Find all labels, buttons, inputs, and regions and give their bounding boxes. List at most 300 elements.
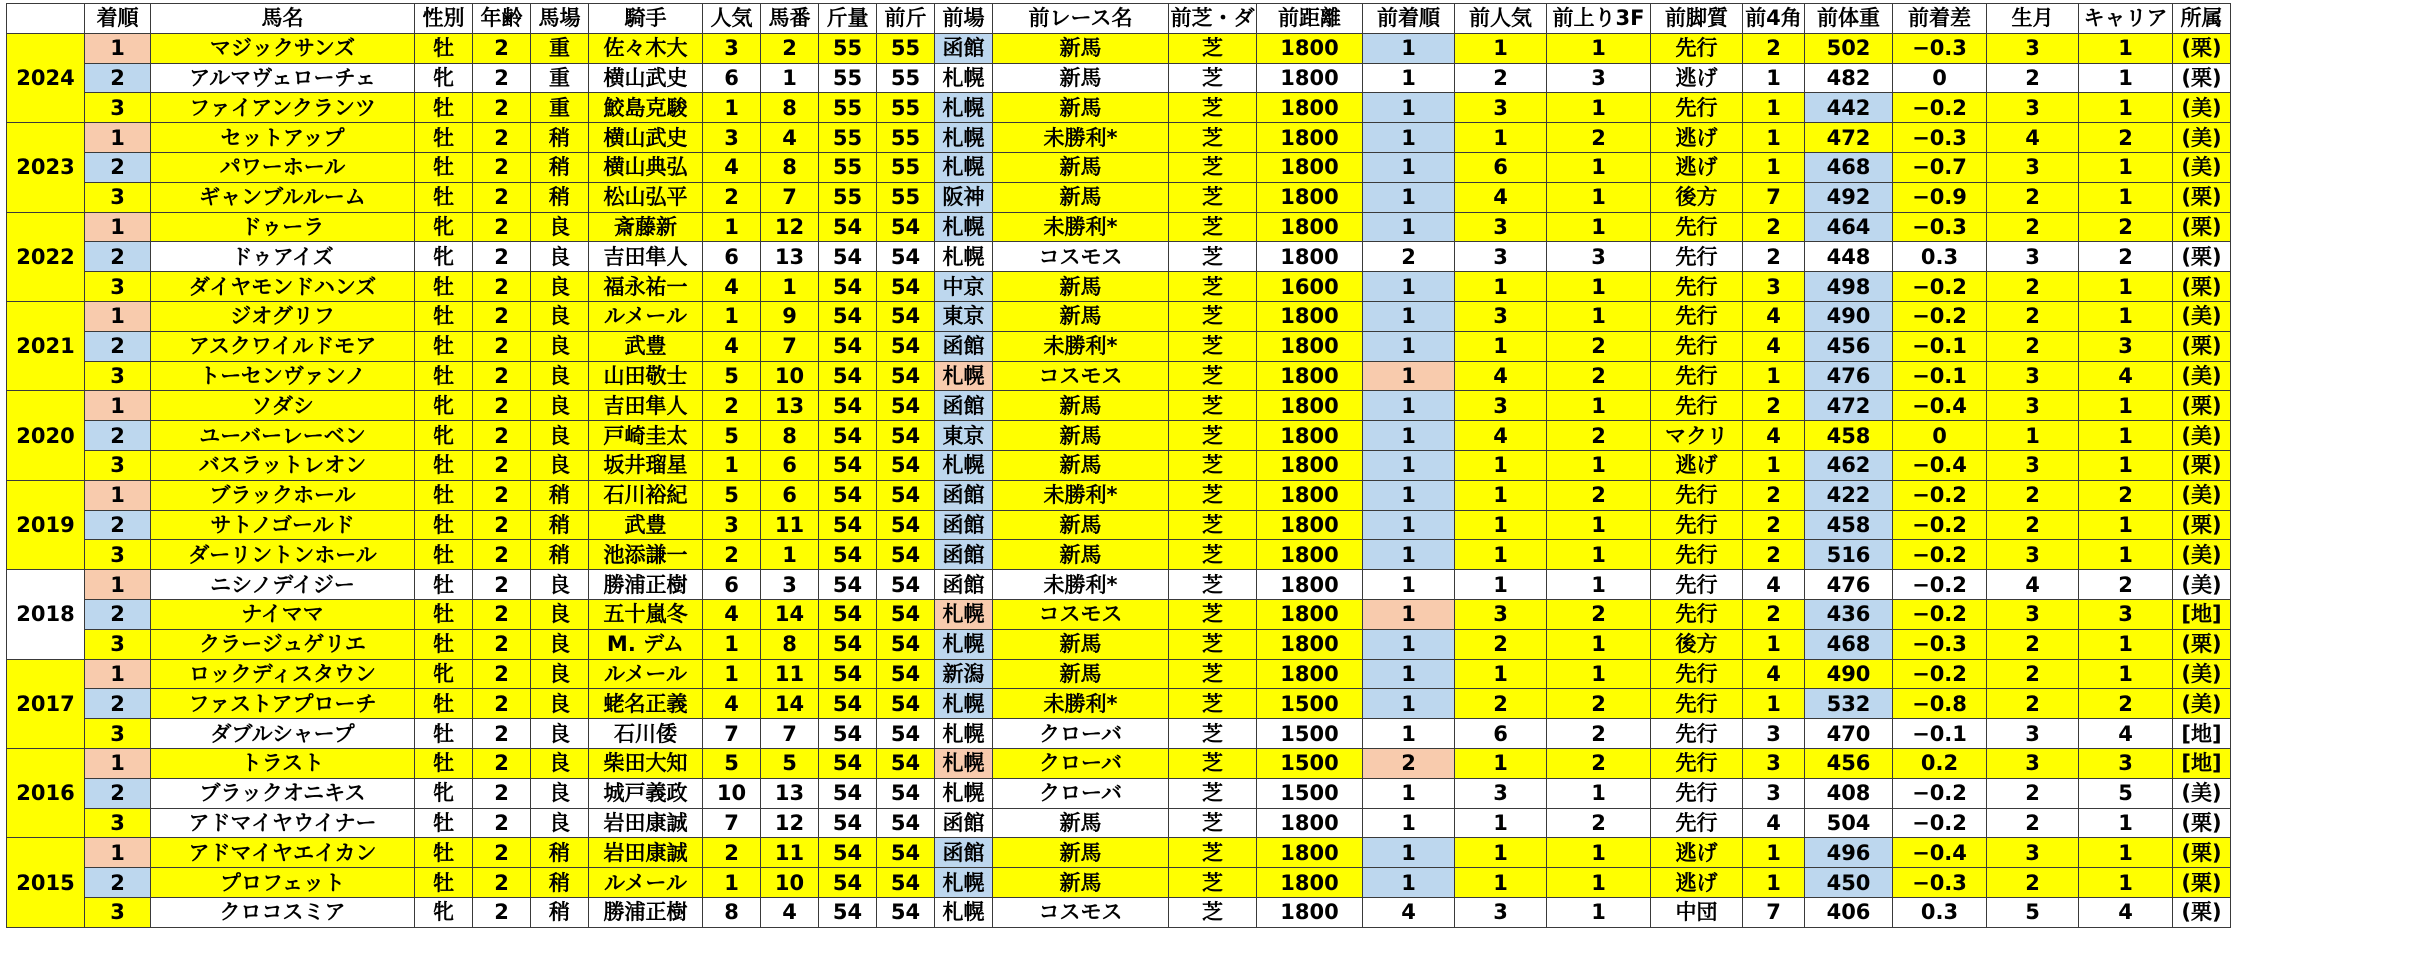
prev-margin-cell: −0.2 [1893, 540, 1987, 570]
prev-body-weight-cell: 490 [1805, 659, 1893, 689]
sex-cell: 牡 [415, 480, 473, 510]
prev-last-3f-cell: 1 [1547, 897, 1651, 927]
table-row [7, 778, 2231, 808]
jockey-cell: M. デム [589, 629, 703, 659]
career-cell: 3 [2079, 748, 2173, 778]
prev-distance-cell: 1800 [1257, 629, 1363, 659]
prev-finish-cell: 1 [1363, 391, 1455, 421]
jockey-cell: 福永祐一 [589, 272, 703, 302]
prev-weight-cell: 54 [877, 480, 935, 510]
prev-last-3f-cell: 2 [1547, 808, 1651, 838]
prev-running-style-cell: 逃げ [1651, 838, 1743, 868]
prev-race-name-cell: クローバ [993, 748, 1169, 778]
prev-4th-corner-cell: 1 [1743, 450, 1805, 480]
year-cell: 2018 [7, 570, 85, 659]
post-number-cell: 8 [761, 152, 819, 182]
prev-last-3f-cell: 3 [1547, 63, 1651, 93]
horse-name-cell: ナイママ [151, 599, 415, 629]
prev-weight-cell: 54 [877, 331, 935, 361]
prev-weight-cell: 54 [877, 361, 935, 391]
birth-month-cell: 2 [1987, 331, 2079, 361]
sex-cell: 牡 [415, 33, 473, 63]
sex-cell: 牡 [415, 570, 473, 600]
year-cell: 2017 [7, 659, 85, 748]
prev-distance-cell: 1800 [1257, 212, 1363, 242]
table-row [7, 540, 2231, 570]
career-cell: 1 [2079, 808, 2173, 838]
table-row [7, 897, 2231, 927]
sex-cell: 牝 [415, 212, 473, 242]
prev-4th-corner-cell: 2 [1743, 242, 1805, 272]
affiliation-cell: (栗) [2173, 212, 2231, 242]
prev-body-weight-cell: 502 [1805, 33, 1893, 63]
popularity-cell: 5 [703, 748, 761, 778]
post-number-cell: 1 [761, 540, 819, 570]
prev-course-cell: 函館 [935, 838, 993, 868]
affiliation-cell: (栗) [2173, 629, 2231, 659]
jockey-cell: 勝浦正樹 [589, 570, 703, 600]
horse-name-cell: トーセンヴァンノ [151, 361, 415, 391]
header-prev-popularity: 前人気 [1455, 4, 1547, 34]
prev-weight-cell: 54 [877, 421, 935, 451]
age-cell: 2 [473, 182, 531, 212]
post-number-cell: 11 [761, 659, 819, 689]
birth-month-cell: 2 [1987, 272, 2079, 302]
prev-distance-cell: 1800 [1257, 540, 1363, 570]
prev-4th-corner-cell: 1 [1743, 838, 1805, 868]
horse-name-cell: マジックサンズ [151, 33, 415, 63]
prev-last-3f-cell: 1 [1547, 152, 1651, 182]
prev-finish-cell: 1 [1363, 63, 1455, 93]
weight-cell: 54 [819, 599, 877, 629]
weight-cell: 54 [819, 689, 877, 719]
prev-course-cell: 東京 [935, 421, 993, 451]
prev-weight-cell: 54 [877, 659, 935, 689]
prev-margin-cell: −0.2 [1893, 808, 1987, 838]
career-cell: 2 [2079, 480, 2173, 510]
post-number-cell: 4 [761, 123, 819, 153]
popularity-cell: 4 [703, 689, 761, 719]
horse-name-cell: ドゥアイズ [151, 242, 415, 272]
birth-month-cell: 3 [1987, 719, 2079, 749]
affiliation-cell: (美) [2173, 778, 2231, 808]
prev-4th-corner-cell: 1 [1743, 63, 1805, 93]
career-cell: 1 [2079, 63, 2173, 93]
prev-surface-cell: 芝 [1169, 123, 1257, 153]
header-career: キャリア [2079, 4, 2173, 34]
birth-month-cell: 5 [1987, 897, 2079, 927]
header-prev-running-style: 前脚質 [1651, 4, 1743, 34]
affiliation-cell: (美) [2173, 301, 2231, 331]
prev-last-3f-cell: 1 [1547, 659, 1651, 689]
prev-4th-corner-cell: 1 [1743, 629, 1805, 659]
sex-cell: 牡 [415, 123, 473, 153]
career-cell: 1 [2079, 838, 2173, 868]
sex-cell: 牡 [415, 182, 473, 212]
prev-finish-cell: 1 [1363, 540, 1455, 570]
post-number-cell: 6 [761, 450, 819, 480]
prev-popularity-cell: 1 [1455, 659, 1547, 689]
prev-body-weight-cell: 448 [1805, 242, 1893, 272]
popularity-cell: 5 [703, 421, 761, 451]
results-table [6, 3, 2231, 928]
birth-month-cell: 4 [1987, 570, 2079, 600]
prev-popularity-cell: 3 [1455, 778, 1547, 808]
post-number-cell: 13 [761, 391, 819, 421]
horse-name-cell: ロックディスタウン [151, 659, 415, 689]
prev-running-style-cell: 先行 [1651, 540, 1743, 570]
prev-course-cell: 札幌 [935, 897, 993, 927]
prev-popularity-cell: 4 [1455, 421, 1547, 451]
prev-race-name-cell: 新馬 [993, 868, 1169, 898]
prev-body-weight-cell: 406 [1805, 897, 1893, 927]
affiliation-cell: (栗) [2173, 63, 2231, 93]
sex-cell: 牝 [415, 897, 473, 927]
prev-weight-cell: 54 [877, 719, 935, 749]
prev-race-name-cell: 新馬 [993, 63, 1169, 93]
prev-surface-cell: 芝 [1169, 33, 1257, 63]
prev-surface-cell: 芝 [1169, 421, 1257, 451]
prev-running-style-cell: 先行 [1651, 272, 1743, 302]
prev-margin-cell: 0 [1893, 421, 1987, 451]
prev-last-3f-cell: 1 [1547, 182, 1651, 212]
prev-last-3f-cell: 1 [1547, 540, 1651, 570]
prev-margin-cell: −0.2 [1893, 93, 1987, 123]
birth-month-cell: 2 [1987, 480, 2079, 510]
post-number-cell: 11 [761, 510, 819, 540]
prev-race-name-cell: 未勝利* [993, 212, 1169, 242]
track-condition-cell: 稍 [531, 510, 589, 540]
table-row [7, 689, 2231, 719]
post-number-cell: 14 [761, 689, 819, 719]
rank-cell: 1 [85, 33, 151, 63]
rank-cell: 1 [85, 838, 151, 868]
prev-running-style-cell: 逃げ [1651, 63, 1743, 93]
post-number-cell: 10 [761, 361, 819, 391]
birth-month-cell: 2 [1987, 778, 2079, 808]
prev-course-cell: 函館 [935, 33, 993, 63]
prev-popularity-cell: 1 [1455, 570, 1547, 600]
header-row [7, 4, 2231, 34]
prev-running-style-cell: 先行 [1651, 361, 1743, 391]
prev-4th-corner-cell: 1 [1743, 152, 1805, 182]
prev-race-name-cell: 新馬 [993, 152, 1169, 182]
prev-surface-cell: 芝 [1169, 599, 1257, 629]
prev-running-style-cell: 逃げ [1651, 123, 1743, 153]
prev-last-3f-cell: 1 [1547, 391, 1651, 421]
prev-popularity-cell: 1 [1455, 272, 1547, 302]
popularity-cell: 1 [703, 212, 761, 242]
affiliation-cell: (美) [2173, 421, 2231, 451]
prev-surface-cell: 芝 [1169, 93, 1257, 123]
age-cell: 2 [473, 123, 531, 153]
birth-month-cell: 2 [1987, 868, 2079, 898]
career-cell: 1 [2079, 93, 2173, 123]
career-cell: 1 [2079, 629, 2173, 659]
prev-race-name-cell: 新馬 [993, 391, 1169, 421]
track-condition-cell: 良 [531, 391, 589, 421]
jockey-cell: 武豊 [589, 510, 703, 540]
affiliation-cell: (栗) [2173, 391, 2231, 421]
post-number-cell: 3 [761, 570, 819, 600]
prev-running-style-cell: 先行 [1651, 93, 1743, 123]
prev-surface-cell: 芝 [1169, 63, 1257, 93]
horse-name-cell: ダイヤモンドハンズ [151, 272, 415, 302]
sex-cell: 牝 [415, 63, 473, 93]
prev-body-weight-cell: 442 [1805, 93, 1893, 123]
popularity-cell: 7 [703, 808, 761, 838]
table-row [7, 93, 2231, 123]
track-condition-cell: 良 [531, 719, 589, 749]
prev-last-3f-cell: 1 [1547, 33, 1651, 63]
prev-margin-cell: 0 [1893, 63, 1987, 93]
prev-margin-cell: −0.4 [1893, 391, 1987, 421]
prev-finish-cell: 1 [1363, 808, 1455, 838]
prev-body-weight-cell: 436 [1805, 599, 1893, 629]
prev-4th-corner-cell: 2 [1743, 480, 1805, 510]
prev-surface-cell: 芝 [1169, 331, 1257, 361]
prev-race-name-cell: コスモス [993, 242, 1169, 272]
prev-margin-cell: −0.2 [1893, 510, 1987, 540]
affiliation-cell: [地] [2173, 719, 2231, 749]
weight-cell: 55 [819, 123, 877, 153]
track-condition-cell: 稍 [531, 182, 589, 212]
prev-4th-corner-cell: 3 [1743, 778, 1805, 808]
prev-popularity-cell: 1 [1455, 480, 1547, 510]
birth-month-cell: 4 [1987, 123, 2079, 153]
age-cell: 2 [473, 93, 531, 123]
prev-race-name-cell: 未勝利* [993, 689, 1169, 719]
header-horse-name: 馬名 [151, 4, 415, 34]
birth-month-cell: 2 [1987, 510, 2079, 540]
prev-4th-corner-cell: 2 [1743, 540, 1805, 570]
prev-distance-cell: 1600 [1257, 272, 1363, 302]
jockey-cell: ルメール [589, 301, 703, 331]
prev-finish-cell: 1 [1363, 123, 1455, 153]
prev-distance-cell: 1500 [1257, 719, 1363, 749]
track-condition-cell: 稍 [531, 540, 589, 570]
popularity-cell: 4 [703, 331, 761, 361]
table-row [7, 242, 2231, 272]
prev-running-style-cell: 後方 [1651, 629, 1743, 659]
age-cell: 2 [473, 450, 531, 480]
prev-finish-cell: 1 [1363, 272, 1455, 302]
prev-margin-cell: −0.2 [1893, 570, 1987, 600]
prev-surface-cell: 芝 [1169, 480, 1257, 510]
prev-margin-cell: 0.3 [1893, 897, 1987, 927]
prev-body-weight-cell: 468 [1805, 152, 1893, 182]
popularity-cell: 1 [703, 868, 761, 898]
prev-weight-cell: 54 [877, 450, 935, 480]
sex-cell: 牡 [415, 93, 473, 123]
age-cell: 2 [473, 778, 531, 808]
affiliation-cell: (美) [2173, 123, 2231, 153]
prev-body-weight-cell: 464 [1805, 212, 1893, 242]
popularity-cell: 4 [703, 599, 761, 629]
year-cell: 2021 [7, 301, 85, 390]
horse-name-cell: ニシノデイジー [151, 570, 415, 600]
table-row [7, 510, 2231, 540]
age-cell: 2 [473, 272, 531, 302]
career-cell: 4 [2079, 897, 2173, 927]
horse-name-cell: ファストアプローチ [151, 689, 415, 719]
header-prev-body-weight: 前体重 [1805, 4, 1893, 34]
birth-month-cell: 1 [1987, 421, 2079, 451]
popularity-cell: 1 [703, 93, 761, 123]
rank-cell: 3 [85, 361, 151, 391]
prev-margin-cell: −0.3 [1893, 868, 1987, 898]
jockey-cell: 岩田康誠 [589, 808, 703, 838]
age-cell: 2 [473, 629, 531, 659]
prev-weight-cell: 54 [877, 868, 935, 898]
rank-cell: 3 [85, 450, 151, 480]
prev-finish-cell: 1 [1363, 182, 1455, 212]
table-row [7, 63, 2231, 93]
prev-popularity-cell: 6 [1455, 152, 1547, 182]
jockey-cell: 横山武史 [589, 123, 703, 153]
affiliation-cell: (栗) [2173, 182, 2231, 212]
prev-weight-cell: 54 [877, 629, 935, 659]
weight-cell: 54 [819, 391, 877, 421]
rank-cell: 1 [85, 748, 151, 778]
prev-surface-cell: 芝 [1169, 897, 1257, 927]
prev-distance-cell: 1800 [1257, 301, 1363, 331]
prev-margin-cell: −0.3 [1893, 33, 1987, 63]
weight-cell: 54 [819, 212, 877, 242]
career-cell: 5 [2079, 778, 2173, 808]
prev-margin-cell: −0.3 [1893, 212, 1987, 242]
prev-weight-cell: 54 [877, 748, 935, 778]
prev-weight-cell: 54 [877, 599, 935, 629]
prev-finish-cell: 1 [1363, 838, 1455, 868]
weight-cell: 55 [819, 33, 877, 63]
prev-body-weight-cell: 456 [1805, 748, 1893, 778]
prev-popularity-cell: 3 [1455, 897, 1547, 927]
year-cell: 2024 [7, 33, 85, 122]
prev-weight-cell: 54 [877, 897, 935, 927]
prev-margin-cell: −0.4 [1893, 450, 1987, 480]
track-condition-cell: 稍 [531, 152, 589, 182]
popularity-cell: 2 [703, 838, 761, 868]
prev-4th-corner-cell: 4 [1743, 331, 1805, 361]
prev-last-3f-cell: 2 [1547, 689, 1651, 719]
prev-4th-corner-cell: 1 [1743, 93, 1805, 123]
career-cell: 4 [2079, 719, 2173, 749]
table-row [7, 361, 2231, 391]
career-cell: 1 [2079, 421, 2173, 451]
prev-finish-cell: 1 [1363, 599, 1455, 629]
prev-popularity-cell: 3 [1455, 391, 1547, 421]
age-cell: 2 [473, 331, 531, 361]
prev-surface-cell: 芝 [1169, 242, 1257, 272]
prev-distance-cell: 1500 [1257, 689, 1363, 719]
prev-distance-cell: 1800 [1257, 659, 1363, 689]
track-condition-cell: 重 [531, 33, 589, 63]
table-row [7, 123, 2231, 153]
rank-cell: 3 [85, 629, 151, 659]
weight-cell: 54 [819, 242, 877, 272]
affiliation-cell: (美) [2173, 659, 2231, 689]
prev-weight-cell: 54 [877, 212, 935, 242]
post-number-cell: 13 [761, 242, 819, 272]
prev-running-style-cell: 先行 [1651, 719, 1743, 749]
popularity-cell: 4 [703, 152, 761, 182]
table-row [7, 808, 2231, 838]
prev-surface-cell: 芝 [1169, 182, 1257, 212]
prev-distance-cell: 1800 [1257, 897, 1363, 927]
age-cell: 2 [473, 719, 531, 749]
table-row [7, 331, 2231, 361]
prev-popularity-cell: 1 [1455, 331, 1547, 361]
header-prev-race-name: 前レース名 [993, 4, 1169, 34]
prev-finish-cell: 1 [1363, 629, 1455, 659]
prev-distance-cell: 1500 [1257, 748, 1363, 778]
jockey-cell: ルメール [589, 659, 703, 689]
prev-finish-cell: 2 [1363, 748, 1455, 778]
weight-cell: 55 [819, 152, 877, 182]
age-cell: 2 [473, 301, 531, 331]
affiliation-cell: (栗) [2173, 897, 2231, 927]
prev-distance-cell: 1800 [1257, 570, 1363, 600]
prev-course-cell: 札幌 [935, 868, 993, 898]
weight-cell: 54 [819, 272, 877, 302]
prev-race-name-cell: 新馬 [993, 421, 1169, 451]
prev-distance-cell: 1800 [1257, 510, 1363, 540]
affiliation-cell: (美) [2173, 480, 2231, 510]
prev-last-3f-cell: 2 [1547, 599, 1651, 629]
weight-cell: 54 [819, 570, 877, 600]
prev-finish-cell: 1 [1363, 778, 1455, 808]
prev-4th-corner-cell: 1 [1743, 868, 1805, 898]
prev-4th-corner-cell: 2 [1743, 599, 1805, 629]
prev-distance-cell: 1800 [1257, 331, 1363, 361]
weight-cell: 54 [819, 331, 877, 361]
age-cell: 2 [473, 510, 531, 540]
post-number-cell: 12 [761, 212, 819, 242]
prev-distance-cell: 1800 [1257, 808, 1363, 838]
sex-cell: 牡 [415, 361, 473, 391]
career-cell: 2 [2079, 242, 2173, 272]
track-condition-cell: 良 [531, 599, 589, 629]
rank-cell: 1 [85, 212, 151, 242]
birth-month-cell: 3 [1987, 748, 2079, 778]
age-cell: 2 [473, 152, 531, 182]
prev-course-cell: 函館 [935, 510, 993, 540]
prev-course-cell: 札幌 [935, 450, 993, 480]
birth-month-cell: 3 [1987, 242, 2079, 272]
prev-finish-cell: 1 [1363, 570, 1455, 600]
prev-finish-cell: 1 [1363, 450, 1455, 480]
track-condition-cell: 重 [531, 63, 589, 93]
career-cell: 1 [2079, 152, 2173, 182]
prev-distance-cell: 1800 [1257, 152, 1363, 182]
prev-surface-cell: 芝 [1169, 570, 1257, 600]
prev-body-weight-cell: 462 [1805, 450, 1893, 480]
prev-finish-cell: 1 [1363, 93, 1455, 123]
prev-weight-cell: 55 [877, 182, 935, 212]
popularity-cell: 3 [703, 510, 761, 540]
popularity-cell: 10 [703, 778, 761, 808]
horse-name-cell: アドマイヤエイカン [151, 838, 415, 868]
weight-cell: 55 [819, 63, 877, 93]
prev-race-name-cell: 未勝利* [993, 570, 1169, 600]
track-condition-cell: 良 [531, 212, 589, 242]
age-cell: 2 [473, 391, 531, 421]
sex-cell: 牡 [415, 748, 473, 778]
prev-finish-cell: 1 [1363, 868, 1455, 898]
post-number-cell: 14 [761, 599, 819, 629]
prev-popularity-cell: 2 [1455, 63, 1547, 93]
